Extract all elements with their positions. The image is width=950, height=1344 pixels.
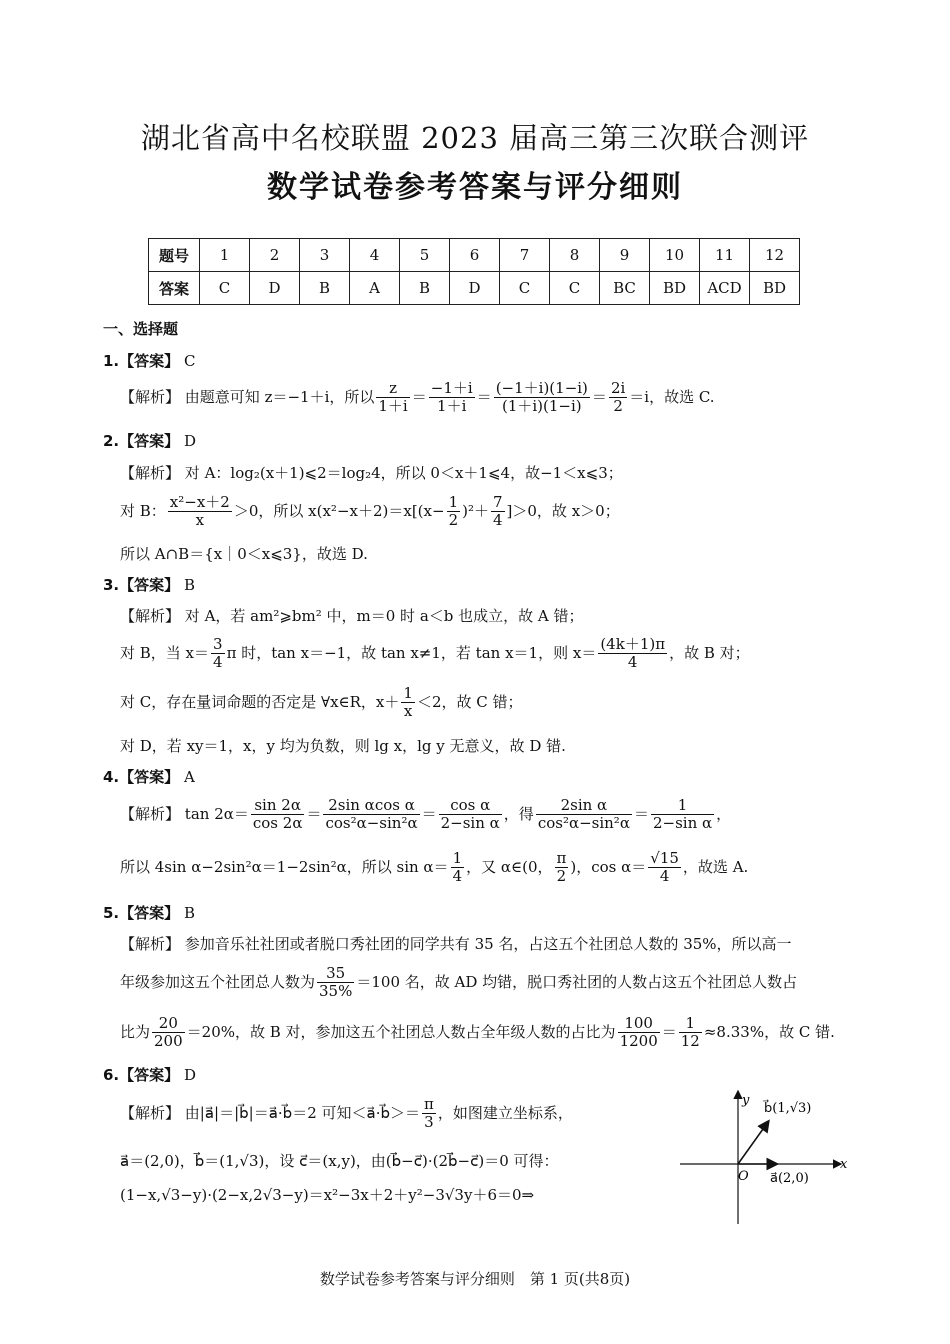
numerator: 7 [492,493,503,511]
answer-cell: BD [650,272,700,305]
q6-answer-line [103,1064,196,1085]
numerator: 1 [679,1015,702,1033]
section-heading: 一、选择题 [103,320,179,338]
q6-answer: D [183,1066,196,1084]
denominator: 4 [627,653,638,672]
q4-analysis-line2 [120,850,748,886]
numerator: (−1＋i)(1−i) [495,379,588,397]
x-axis-label: x [840,1157,848,1172]
q1-text: 由题意可知 z＝−1＋i，所以 [184,387,375,406]
q4-answer-line [103,766,195,787]
answer-tag: 【答案】 [119,1066,180,1084]
numerator: 2i [610,379,626,397]
answer-cell: BC [600,272,650,305]
q6-number: 6. [103,1066,120,1084]
q2-text: ]＞0，故 x＞0； [506,501,620,520]
number-cell: 9 [600,239,650,272]
q6-analysis-line2: a⃗＝(2,0)，b⃗＝(1,√3)，设 c⃗＝(x,y)，由(b⃗−c⃗)·(2b⃗−c⃗)＝0 可得： [120,1152,559,1170]
denominator: 2 [556,867,567,886]
numerator: (4k＋1)π [600,635,666,653]
q4-text: 所以 4sin α−2sin²α＝1−2sin²α，所以 sin α＝ [120,857,449,876]
q1-number: 1. [103,352,120,370]
q4-text: tan 2α＝ [184,804,249,823]
document-subtitle: 数学试卷参考答案与评分细则 [267,170,683,205]
denominator: 4 [213,653,223,672]
q5-analysis-line2 [120,965,797,1001]
q4-analysis-line1 [120,797,731,833]
answer-cell: C [550,272,600,305]
answer-cell: C [200,272,250,305]
q4-text: ，故选 A. [682,857,749,876]
fraction [679,1015,702,1051]
numerator: 2sin αcos α [323,797,419,815]
q3-analysis-line1 [120,605,584,626]
fraction [536,797,632,833]
q3-text: 对 C，存在量词命题的否定是 ∀x∈R，x＋ [120,692,400,711]
denominator: x [195,511,205,530]
q3-number: 3. [103,576,120,594]
document-title: 湖北省高中名校联盟 2023 届高三第三次联合测评 [140,121,810,155]
denominator: 12 [680,1032,700,1051]
q3-analysis-line3 [120,685,523,721]
denominator: 35% [319,982,353,1001]
fraction [376,380,409,416]
q5-text: 参加音乐社社团或者脱口秀社团的同学共有 35 名，占这五个社团总人数的 35%，所以高一 [184,935,792,953]
fraction [152,1015,185,1051]
q5-text: 比为 [120,1022,151,1041]
fraction [439,797,502,833]
q2-answer-line [103,430,196,451]
fraction [323,797,419,833]
answer-cell: BD [750,272,800,305]
q2-text: 对 A：log₂(x＋1)⩽2＝log₂4，所以 0＜x＋1⩽4，故−1＜x⩽3； [184,464,623,482]
denominator: 1200 [619,1032,658,1051]
number-cell: 8 [550,239,600,272]
fraction [609,380,627,416]
q4-text: ，得 [503,804,534,823]
denominator: 2−sin α [652,814,713,833]
q6-analysis-line1 [120,1096,573,1132]
equals: ＝ [633,804,649,823]
fraction [251,797,305,833]
q2-analysis-line3: 所以 A∩B＝{x｜0＜x⩽3}，故选 D. [120,545,368,563]
numerator: 100 [618,1015,660,1033]
numerator: 20 [152,1015,185,1033]
answer-cell: A [350,272,400,305]
answer-cell: C [500,272,550,305]
number-cell: 11 [700,239,750,272]
q3-answer-line [103,574,195,595]
fraction [317,965,354,1001]
answer-cell: B [300,272,350,305]
numerator: x²−x＋2 [169,493,230,511]
answer-table-answer-row [149,272,800,305]
denominator: 4 [452,867,463,886]
numerator: 1 [403,684,413,702]
q2-answer: D [183,432,196,450]
numerator: cos α [439,797,502,815]
q4-text: ， [716,804,732,823]
numerator: z [376,380,409,398]
equals: ＝ [421,804,437,823]
q1-text: ＝i，故选 C. [629,387,715,406]
denominator: 2 [613,397,623,416]
vector-b-label: b⃗(1,√3) [764,1101,812,1116]
q3-analysis-line2 [120,636,750,672]
q4-number: 4. [103,768,120,786]
q3-answer: B [183,576,195,594]
q1-analysis-line [120,380,715,416]
q6-text: 由|a⃗|＝|b⃗|＝a⃗·b⃗＝2 可知＜a⃗·b⃗＞＝ [184,1103,421,1122]
number-cell: 10 [650,239,700,272]
analysis-tag: 【解析】 [120,387,181,406]
vector-a-label: a⃗(2,0) [770,1171,809,1186]
fraction [648,850,681,886]
q5-text: 年级参加这五个社团总人数为 [120,972,316,991]
number-cell: 2 [250,239,300,272]
denominator: 4 [659,867,670,886]
q2-text: )²＋ [462,501,489,520]
answer-cell: ACD [700,272,750,305]
row-label-number: 题号 [149,239,200,272]
numerator: 1 [651,797,714,815]
q2-text: 对 B： [120,501,166,520]
q6-text: ，如图建立坐标系， [437,1103,573,1122]
analysis-tag: 【解析】 [120,804,181,823]
denominator: cos²α−sin²α [537,814,630,833]
q2-analysis-line1 [120,462,623,483]
number-cell: 5 [400,239,450,272]
fraction [401,685,415,721]
denominator: 3 [424,1113,434,1132]
q2-analysis-line2 [120,494,620,530]
answer-tag: 【答案】 [119,352,180,370]
denominator: (1＋i)(1−i) [501,397,582,416]
fraction [491,494,505,530]
numerator: 2sin α [536,797,632,815]
q3-text: 对 A，若 am²⩾bm² 中，m＝0 时 a＜b 也成立，故 A 错； [184,607,584,625]
denominator: 4 [492,511,503,530]
vector-b [738,1122,768,1164]
row-label-answer: 答案 [149,272,200,305]
q3-text: π 时，tan x＝−1，故 tan x≠1，若 tan x＝1，则 x＝ [226,643,597,662]
q5-analysis-line3 [120,1015,835,1051]
answer-tag: 【答案】 [119,768,180,786]
denominator: 1＋i [378,397,408,416]
vector-coordinate-figure [680,1088,850,1228]
q3-text: ＜2，故 C 错； [416,692,523,711]
q5-answer-line [103,902,195,923]
equals: ＝ [306,804,322,823]
answer-table-number-row [149,239,800,272]
number-cell: 4 [350,239,400,272]
q1-answer: C [183,352,196,370]
number-cell: 12 [750,239,800,272]
denominator: 200 [154,1032,183,1051]
q6-analysis-line3: (1−x,√3−y)·(2−x,2√3−y)＝x²−3x＋2＋y²−3√3y＋6＝0⇒ [120,1186,535,1204]
number-cell: 3 [300,239,350,272]
q4-text: )，cos α＝ [570,857,647,876]
answer-tag: 【答案】 [119,904,180,922]
numerator: √15 [650,849,679,867]
page-footer: 数学试卷参考答案与评分细则 第 1 页(共8页) [319,1270,631,1288]
answer-cell: B [400,272,450,305]
denominator: 1＋i [437,397,467,416]
q5-number: 5. [103,904,120,922]
analysis-tag: 【解析】 [120,1103,181,1122]
numerator: π [424,1095,434,1113]
y-axis-label: y [742,1093,750,1108]
denominator: 2−sin α [440,814,500,833]
analysis-tag: 【解析】 [120,607,181,625]
number-cell: 7 [500,239,550,272]
equals: ＝ [661,1022,677,1041]
q2-number: 2. [103,432,120,450]
fraction [168,494,232,530]
answer-cell: D [250,272,300,305]
denominator: 2 [448,511,459,530]
fraction [494,380,590,416]
origin-label: O [738,1169,749,1184]
numerator: π [556,849,567,867]
numerator: sin 2α [251,797,305,815]
fraction [447,494,461,530]
answer-tag: 【答案】 [119,576,180,594]
q3-text: ，故 B 对； [669,643,750,662]
fraction [211,636,225,672]
numerator: 3 [213,635,223,653]
denominator: x [403,702,413,721]
equals: ＝ [591,387,607,406]
denominator: cos²α−sin²α [325,814,418,833]
equals: ＝ [476,387,492,406]
answer-cell: D [450,272,500,305]
q5-text: ＝100 名，故 AD 均错，脱口秀社团的人数占这五个社团总人数占 [356,972,798,991]
q1-answer-line [103,350,195,371]
fraction [451,850,465,886]
q5-answer: B [183,904,195,922]
q3-analysis-line4: 对 D，若 xy＝1，x，y 均为负数，则 lg x，lg y 无意义，故 D 错. [120,737,566,755]
numerator: 35 [317,965,354,983]
q2-text: ＞0，所以 x(x²−x＋2)＝x[(x− [233,501,445,520]
numerator: 1 [452,849,463,867]
q5-analysis-line1 [120,933,792,954]
q5-text: ＝20%，故 B 对，参加这五个社团总人数占全年级人数的占比为 [186,1022,616,1041]
q4-answer: A [183,768,195,786]
number-cell: 6 [450,239,500,272]
answer-table [148,238,800,305]
number-cell: 1 [200,239,250,272]
numerator: −1＋i [430,379,473,397]
analysis-tag: 【解析】 [120,935,181,953]
q3-text: 对 B，当 x＝ [120,643,210,662]
answer-tag: 【答案】 [119,432,180,450]
fraction [429,380,475,416]
equals: ＝ [411,387,427,406]
fraction [651,797,714,833]
q5-text: ≈8.33%，故 C 错. [703,1022,835,1041]
fraction [598,636,667,672]
fraction [555,850,569,886]
q4-text: ，又 α∈(0， [466,857,553,876]
fraction [618,1015,660,1051]
analysis-tag: 【解析】 [120,464,181,482]
denominator: cos 2α [252,814,303,833]
numerator: 1 [448,493,459,511]
fraction [422,1096,436,1132]
